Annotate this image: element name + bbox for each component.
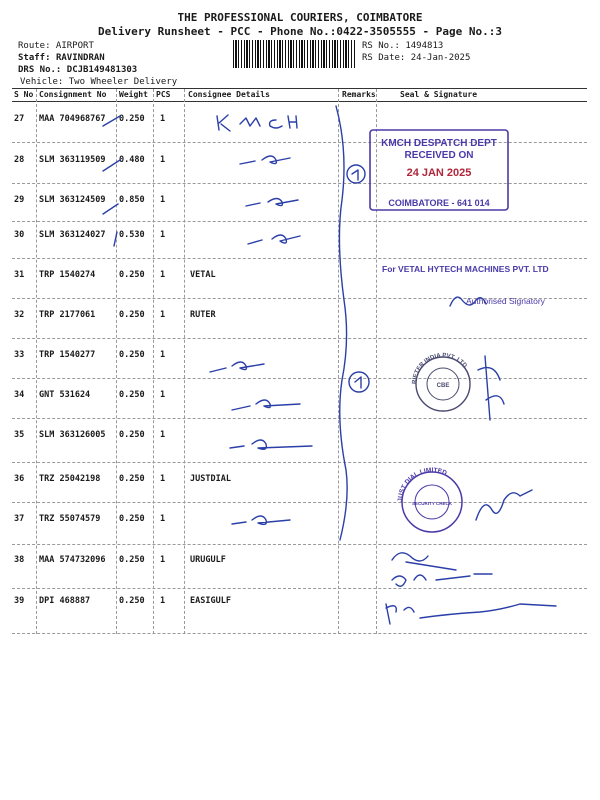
row-weight: 0.530 (119, 230, 145, 240)
row-weight: 0.850 (119, 195, 145, 205)
row-sno: 38 (14, 555, 25, 565)
row-weight: 0.250 (119, 390, 145, 400)
row-pcs: 1 (160, 155, 166, 165)
row-sno: 35 (14, 430, 25, 440)
row-weight: 0.480 (119, 155, 145, 165)
row-consignee: RUTER (190, 310, 216, 320)
row-consignee: URUGULF (190, 555, 226, 565)
remarks-number (352, 170, 358, 180)
stamp-date: 24 JAN 2025 (406, 167, 472, 179)
kmch-received-stamp (370, 130, 508, 210)
row-consignment: SLM 363124027 (39, 230, 106, 240)
row-weight: 0.250 (119, 596, 145, 606)
row-weight: 0.250 (119, 310, 145, 320)
ditto-mark (210, 362, 264, 372)
row-pcs: 1 (160, 474, 166, 484)
col-consignment: Consignment No (39, 90, 107, 99)
stamp-text: RECEIVED ON (404, 150, 474, 161)
signature (478, 356, 504, 420)
row-consignment: DPI 468887 (39, 596, 91, 606)
rieter-stamp-ring: RIETER INDIA PVT. LTD. (411, 352, 469, 385)
company-title: THE PROFESSIONAL COURIERS, COIMBATORE (177, 11, 423, 24)
ditto-mark (230, 440, 312, 449)
rieter-stamp-center: CBE (436, 383, 450, 389)
ditto-mark (232, 400, 300, 410)
tick-mark (103, 204, 118, 214)
tick-mark (103, 116, 120, 126)
route-info: Route: AIRPORT (18, 41, 94, 51)
row-sno: 34 (14, 390, 25, 400)
row-sno: 28 (14, 155, 25, 165)
staff-label: Staff: (18, 53, 56, 63)
row-sno: 31 (14, 270, 25, 280)
row-pcs: 1 (160, 350, 166, 360)
remarks-circle (349, 372, 369, 392)
row-consignment: MAA 704968767 (39, 114, 106, 124)
runsheet-subtitle: Delivery Runsheet - PCC - Phone No.:0422-3505555 - Page No.:3 (98, 25, 502, 38)
row-weight: 0.250 (119, 555, 145, 565)
signature (476, 490, 532, 520)
row-pcs: 1 (160, 195, 166, 205)
rs-date: RS Date: 24-Jan-2025 (362, 53, 471, 63)
justdial-stamp-ring: JUST DIAL LIMITED (396, 466, 448, 503)
row-sno: 30 (14, 230, 25, 240)
row-pcs: 1 (160, 310, 166, 320)
drs-number: DCJB149481303 (66, 65, 138, 75)
row-consignment: TRP 1540277 (39, 350, 96, 360)
row-sno: 27 (14, 114, 25, 124)
row-sno: 33 (14, 350, 25, 360)
row-pcs: 1 (160, 390, 166, 400)
row-pcs: 1 (160, 514, 166, 524)
row-sno: 36 (14, 474, 25, 484)
stamp-text: KMCH DESPATCH DEPT (381, 138, 497, 149)
col-pcs: PCS (156, 90, 171, 99)
rs-number: RS No.: 1494813 (362, 41, 444, 51)
row-consignee: EASIGULF (190, 596, 231, 606)
rieter-round-stamp (412, 353, 470, 411)
ditto-mark (248, 235, 300, 244)
row-consignment: SLM 363119509 (39, 155, 106, 165)
row-weight: 0.250 (119, 514, 145, 524)
row-sno: 29 (14, 195, 25, 205)
row-consignment: TRP 2177061 (39, 310, 96, 320)
row-consignment: GNT 531624 (39, 390, 91, 400)
row-pcs: 1 (160, 430, 166, 440)
company-stamp-text: For VETAL HYTECH MACHINES PVT. LTD (382, 264, 549, 274)
row-sno: 32 (14, 310, 25, 320)
tick-mark (103, 160, 120, 171)
row-sno: 39 (14, 596, 25, 606)
row-weight: 0.250 (119, 430, 145, 440)
remarks-number (355, 377, 361, 388)
justdial-round-stamp (397, 467, 462, 532)
ditto-mark (240, 156, 290, 164)
handwritten-number (386, 604, 556, 624)
col-consignee: Consignee Details (188, 90, 270, 99)
row-consignment: SLM 363124509 (39, 195, 106, 205)
handwritten-number (392, 553, 456, 570)
handwritten-number (392, 574, 492, 586)
row-weight: 0.250 (119, 350, 145, 360)
row-weight: 0.250 (119, 270, 145, 280)
row-weight: 0.250 (119, 114, 145, 124)
row-consignment: MAA 574732096 (39, 555, 106, 565)
row-sno: 37 (14, 514, 25, 524)
vehicle-info: Vehicle: Two Wheeler Delivery (20, 77, 178, 87)
row-consignment: TRP 1540274 (39, 270, 96, 280)
row-consignee: JUSTDIAL (190, 474, 231, 484)
row-pcs: 1 (160, 230, 166, 240)
row-pcs: 1 (160, 555, 166, 565)
ditto-mark (232, 516, 290, 524)
handwritten-note (217, 115, 297, 131)
row-pcs: 1 (160, 270, 166, 280)
ditto-mark (246, 199, 298, 207)
justdial-stamp-center: SECURITY CHECK (412, 501, 452, 506)
tick-mark (114, 232, 117, 246)
drs-label: DRS No.: (18, 65, 67, 75)
row-consignment: TRZ 55074579 (39, 514, 101, 524)
row-pcs: 1 (160, 596, 166, 606)
row-pcs: 1 (160, 114, 166, 124)
remarks-circle (347, 165, 365, 183)
col-remarks: Remarks (342, 90, 376, 99)
staff-name: RAVINDRAN (55, 53, 105, 63)
remarks-brace (336, 106, 347, 540)
row-weight: 0.250 (119, 474, 145, 484)
row-consignment: SLM 363126005 (39, 430, 106, 440)
col-sno: S No (14, 90, 34, 99)
col-weight: Weight (119, 90, 148, 99)
row-consignee: VETAL (190, 270, 216, 280)
row-consignment: TRZ 25042198 (39, 474, 101, 484)
signatory-text: Authorised Signatory (466, 296, 545, 306)
col-seal: Seal & Signature (400, 90, 478, 99)
stamp-text: COIMBATORE - 641 014 (388, 198, 490, 208)
